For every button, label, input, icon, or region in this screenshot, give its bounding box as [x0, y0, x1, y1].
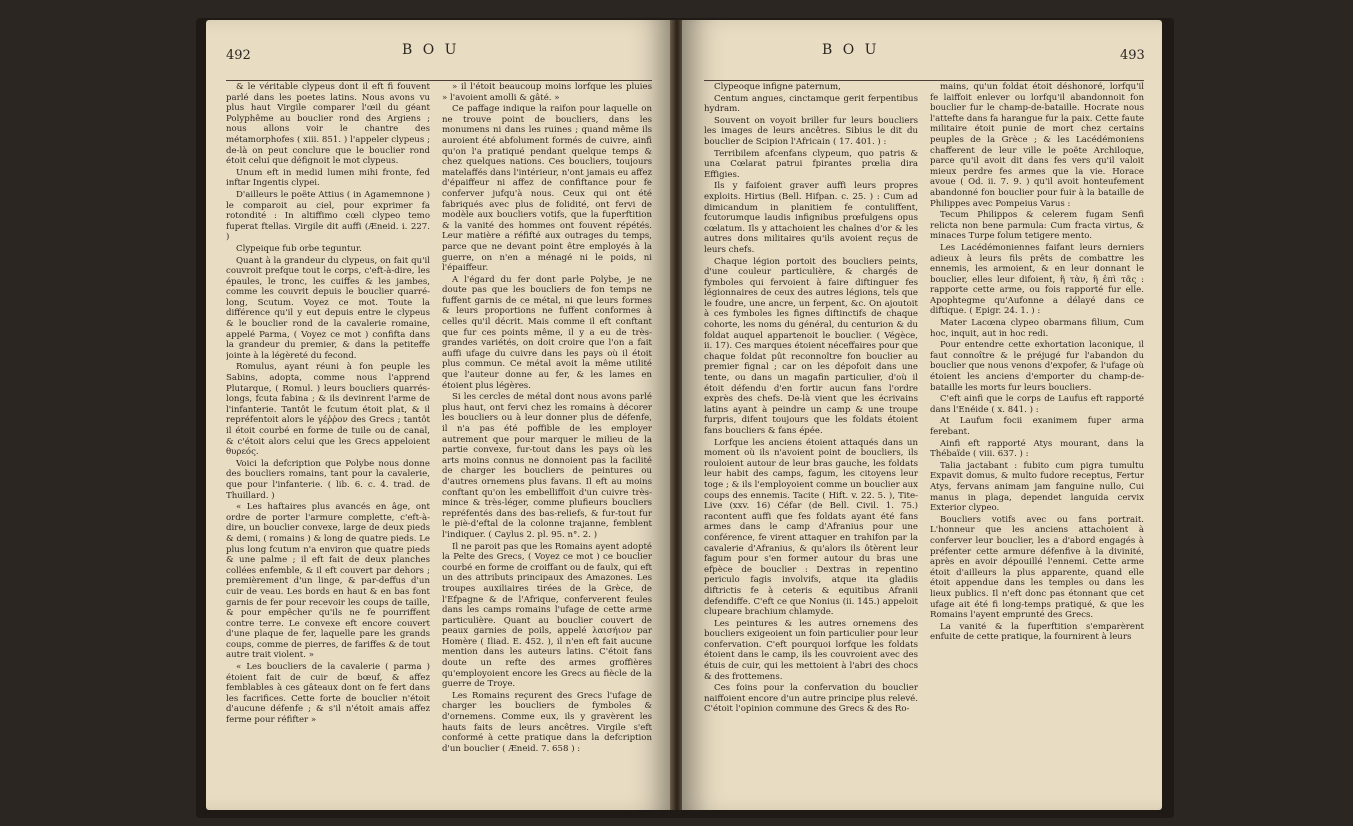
paragraph: Il ne paroit pas que les Romains ayent adopté la Pelte des Grecs, ( Voyez ce mot ) ce bouclier courbé en forme de croiffant ou de faulx, qui eft un des attributs principaux des Amazones. Les troupes auxiliaires tirées de la Grèce, de l'Efpagne & de l'Afrique, conferverent feules dans les camps romains l'ufage de cette arme particulière. Quant au bouclier couvert de peaux garnies de poils, appelé λαισήιον par Homère ( Iliad. E. 452. ), il n'en eft fait aucune mention dans les auteurs latins. C'étoit fans doute un refte des armes groffières qu'employoient encore les Grecs au fiècle de la guerre de Troye. — [442, 541, 652, 690]
right-page — [682, 20, 1162, 810]
paragraph: Talia jactabant : fubito cum pigra tumultu Expavit domus, & multo fudore receptus, Fertur Atys, fervans animam jam fanguine nullo, Cui manus in plaga, dependet languida cervix Exterior clypeo. — [930, 460, 1144, 514]
paragraph: Terribilem afcenfans clypeum, quo patris & una Cœlarat patrui fpirantes prœlia dira Effigies. — [704, 148, 918, 180]
right-column-1 — [704, 82, 918, 802]
paragraph: A l'égard du fer dont parle Polybe, je ne doute pas que les boucliers de fon temps ne fuffent garnis de ce métal, ni que leurs formes & leurs proportions ne fuffent conformes à celles qu'il décrit. Mais comme il eft conftant que fur ces points même, il y a eu de très-grandes variétés, on doit croire que l'on a fait auffi ufage du cuivre dans les pays où il étoit plus commun. Ce métal avoit la même utilité que l'auteur donne au fer, & les lames en étoient plus légères. — [442, 274, 652, 391]
header-rule-left — [226, 80, 652, 81]
paragraph: Lorfque les anciens étoient attaqués dans un moment où ils n'avoient point de boucliers, ils rouloient autour de leur bras gauche, les foldats leur habit des camps, fagum, les citoyens leur toge ; & ils l'employoient comme un bouclier aux coups des ennemis. Tacite ( Hift. v. 22. 5. ), Tite-Live (xxv. 16) Céfar (de Bell. Civil. 1. 75.) racontent auffi que fes foldats ayant été fans armes dans le camp d'Afranius pour une conférence, fe virent attaquer en trahifon par la cavalerie d'Afranius, & qu'alors ils ôtèrent leur fagum pour s'en former autour du bras une efpèce de bouclier : Dextras in repentino periculo fagis involvifs, atque ita gladiis diftrictis fe à ceteris & equitibus Afranii defendiffe. C'eft ce que Nonius (ii. 145.) appeloit clupeare brachium chlamyde. — [704, 437, 918, 618]
right-column-2 — [930, 82, 1144, 802]
paragraph: Ainfi eft rapporté Atys mourant, dans la Thébaïde ( viii. 637. ) : — [930, 438, 1144, 460]
paragraph: » il l'étoit beaucoup moins lorfque les pluies » l'avoient amolli & gâté. » — [442, 82, 652, 103]
left-column-1 — [226, 82, 430, 802]
paragraph: Ce paffage indique la raifon pour laquelle on ne trouve point de boucliers, dans les monumens ni dans les ruines ; quand même ils auroient été abfolument formés de cuivre, ainfi qu'on l'a pratiqué pendant quelque temps & chez quelques nations. Ces boucliers, toujours matelaffés dans l'intérieur, n'ont jamais eu affez d'épaiffeur ni affez de confiftance pour fe conferver jufqu'à nous. Ceux qui ont été fabriqués avec plus de folidité, ont fervi de modèle aux boucliers votifs, que la fuperftition & la vanité des hommes ont fouvent répétés. Leur matière a réfifté aux outrages du temps, parce que ne devant point être employés à la guerre, on n'en a ménagé ni le poids, ni l'épaiffeur. — [442, 104, 652, 274]
paragraph: Clypeoque infigne paternum, — [714, 82, 841, 92]
paragraph: At Laufum focii exanimem fuper arma ferebant. — [930, 416, 1144, 437]
paragraph: Voici la defcription que Polybe nous donne des boucliers romains, tant pour la cavalerie, que pour l'infanterie. ( lib. 6. c. 4. trad. de Thuillard. ) — [226, 458, 430, 501]
paragraph: « Les haftaires plus avancés en âge, ont ordre de porter l'armure complette, c'eft-à-dire, un bouclier convexe, large de deux pieds & demi, ( romains ) & long de quatre pieds. Le plus long fcutum n'a environ que quatre pieds & une palme ; il eft fait de deux planches collées enfemble, & il eft couvert par dehors ; premièrement d'un linge, & par-deffus d'un cuir de veau. Les bords en haut & en bas font garnis de fer pour recevoir les coups de taille, & pour empêcher qu'ils ne fe pourriffent contre terre. Le convexe eft encore couvert d'une plaque de fer, laquelle pare les grands coups, comme de pierres, de fariffes & de tout autre trait violent. » — [226, 502, 430, 661]
paragraph: Romulus, ayant réuni à fon peuple les Sabins, adopta, comme nous l'apprend Plutarque, ( Romul. ) leurs boucliers quarrés-longs, fcuta fabina ; & ils devinrent l'arme de l'infanterie. Tantôt le fcutum étoit plat, & il repréfentoit alors le γέῤῥον des Grecs ; tantôt il étoit courbé en forme de tuile ou de canal, & c'étoit alors celui que les Grecs appeloient θυρεός. — [226, 362, 430, 458]
left-page — [206, 20, 672, 810]
paragraph: Clypeique fub orbe teguntur. — [236, 243, 362, 254]
running-head-left: B O U — [402, 42, 460, 58]
running-head-right: B O U — [822, 42, 880, 58]
paragraph: Unum eft in medid lumen mihi fronte, fed inftar Ingentis clypei. — [226, 167, 430, 189]
paragraph: & le véritable clypeus dont il eft fi fouvent parlé dans les poetes latins. Nous avons vu plus haut Virgile comparer l'œil du géant Polyphême au bouclier rond des Argiens ; nous allons voir le chantre des métamorphofes ( xiii. 851. ) l'appeler clypeus ; de-là on peut conclure que le bouclier rond étoit celui que défignoit le mot clypeus. — [226, 82, 430, 167]
left-column-2 — [442, 82, 652, 802]
page-number-right: 493 — [1120, 48, 1145, 63]
paragraph: Pour entendre cette exhortation laconique, il faut connoître & le préjugé fur l'abandon du bouclier que nous venons d'expofer, & l'ufage où étoient les anciens d'emporter du champ-de-bataille les morts fur leurs boucliers. — [930, 340, 1144, 393]
paragraph: La vanité & la fuperftition s'emparèrent enfuite de cette pratique, la fournirent à leurs — [930, 621, 1144, 643]
paragraph: Les Lacédémoniennes faifant leurs derniers adieux à leurs fils prêts de combattre les ennemis, les armoient, & en leur donnant le bouclier, elles leur difoient, ἢ τὰν, ἢ ἐπὶ τᾶς : rapporte cette arme, ou fois rapporté fur elle. Apophtegme qu'Aufonne a délayé dans ce diftique. ( Epigr. 24. 1. ) : — [930, 242, 1144, 317]
paragraph: Quant à la grandeur du clypeus, on fait qu'il couvroit prefque tout le corps, c'eft-à-dire, les épaules, le tronc, les cuiffes & les jambes, comme les couvrit depuis le bouclier quarré-long, Scutum. Voyez ce mot. Toute la différence qu'il y eut depuis entre le clypeus & le bouclier rond de la cavalerie romaine, appelé Parma, ( Voyez ce mot ) confifta dans la grandeur du premier, & dans la petiteffe jointe à la légèreté du fecond. — [226, 255, 430, 361]
paragraph: Les Romains reçurent des Grecs l'ufage de charger les boucliers de fymboles & d'ornemens. Comme eux, ils y gravèrent les hauts faits de leurs ancêtres. Virgile s'eft conformé à cette pratique dans la defcription d'un bouclier ( Æneid. 7. 658 ) : — [442, 690, 652, 754]
paragraph: D'ailleurs le poëte Attius ( in Agamemnone ) le comparoit au ciel, pour exprimer fa rotondité : In altiffimo cœli clypeo temo fuperat ftellas. Virgile dit auffi (Æneid. i. 227. ) — [226, 189, 430, 243]
paragraph: « Les boucliers de la cavalerie ( parma ) étoient fait de cuir de bœuf, & affez femblables à ces gâteaux dont on fe fert dans les facrifices. Cette forte de bouclier n'étoit d'aucune défenfe ; & s'il n'étoit amais affez ferme pour réfifter » — [226, 662, 430, 726]
paragraph: Si les cercles de métal dont nous avons parlé plus haut, ont fervi chez les romains à décorer les boucliers ou à leur donner plus de défenfe, il n'a pas été poffible de les employer autrement que pour marquer le milieu de la partie convexe, fur-tout dans les pays où les arts moins connus ne donnoient pas la facilité de charger les boucliers de peintures ou d'autres ornemens plus favans. Il eft au moins conftant qu'on les embelliffoit d'un cuivre très-mince & très-léger, comme plufieurs boucliers repréfentés dans des bas-reliefs, & fur-tout fur le piè-d'eftal de la colonne trajanne, femblent l'indiquer. ( Caylus 2. pl. 95. n°. 2. ) — [442, 392, 652, 540]
paragraph: mains, qu'un foldat étoit déshonoré, lorfqu'il fe laiffoit enlever ou lorfqu'il abandonnoit fon bouclier fur le champ-de-bataille. Hocrate nous l'attefte dans fa harangue fur la paix. Cette faute militaire étoit punie de mort chez certains peuples de la Grèce ; & les Lacédémoniens chafferent de leur ville le poëte Archiloque, parce qu'il avoit dit dans fes vers qu'il valoit mieux perdre fes armes que la vie. Horace avoue ( Od. ii. 7. 9. ) qu'il avoit honteufement abandonné fon bouclier pour fuir à la bataille de Philippes avec Pompeius Varus : — [930, 82, 1144, 209]
paragraph: C'eft ainfi que le corps de Laufus eft rapporté dans l'Enéide ( x. 841. ) : — [930, 394, 1144, 415]
paragraph: Tecum Philippos & celerem fugam Senfi relicta non bene parmula: Cum fracta virtus, & minaces Turpe folum tetigere mento. — [930, 210, 1144, 242]
paragraph: Boucliers votifs avec ou fans portrait. L'honneur que les anciens attachoient à conferver leur bouclier, les a d'abord engagés à préfenter cette armure défenfive à la divinité, après en avoir dépouillé l'ennemi. Cette arme étoit d'ailleurs la plus apparente, quand elle étoit appendue dans les temples ou dans les lieux publics. Il n'eft donc pas étonnant que cet ufage ait été fi long-temps pratiqué, & que les Romains l'ayent emprunté des Grecs. — [930, 514, 1144, 621]
paragraph: Ces foins pour la confervation du bouclier naiffoient encore d'un autre principe plus relevé. C'étoit l'opinion commune des Grecs & des Ro- — [704, 683, 918, 715]
paragraph: Ils y faifoient graver auffi leurs propres exploits. Hirtius (Bell. Hifpan. c. 25. ) : Cum ad dimicandum in planitiem fe contuliffent, fcutorumque laudis infignibus prœfulgens opus cœlatum. Ils y attachoient les chaînes d'or & les autres dons militaires qu'ils avoient reçus de leurs chefs. — [704, 181, 918, 255]
paragraph: Mater Lacœna clypeo obarmans filium, Cum hoc, inquit, aut in hoc redi. — [930, 318, 1144, 339]
paragraph: Souvent on voyoit briller fur leurs boucliers les images de leurs ancêtres. Sibius le dit du bouclier de Scipion l'Africain ( 17. 401. ) : — [704, 115, 918, 147]
page-number-left: 492 — [226, 48, 251, 63]
paragraph: Les peintures & les autres ornemens des boucliers exigeoient un foin particulier pour leur confervation. C'eft pourquoi lorfque les foldats étoient dans le camp, ils les couvroient avec des étuis de cuir, qui les mettoient à l'abri des chocs & des frottemens. — [704, 618, 918, 682]
paragraph: Centum angues, cinctamque gerit ferpentibus hydram. — [704, 93, 918, 115]
header-rule-right — [704, 80, 1144, 81]
paragraph: Chaque légion portoit des boucliers peints, d'une couleur particulière, & chargés de fymboles qui fervoient à faire diftinguer fes légionnaires de ceux des autres légions, tels que le foudre, une ancre, un ferpent, &c. On ajoutoit à ces fymboles les fignes diftinctifs de chaque cohorte, les noms du général, du centurion & du foldat auquel appartenoit le bouclier. ( Végèce, ii. 17). Ces marques étoient néceffaires pour que chaque foldat pût reconnoître fon bouclier au premier fignal ; car on les dépofoit dans une tente, ou dans un magafin particulier, d'où il étoit défendu d'en fortir aucun fans l'ordre exprès des chefs. De-là vient que les écrivains latins ayant à peindre un camp & une troupe furpris, difent toujours que les foldats étoient fans boucliers & fans épée. — [704, 256, 918, 436]
